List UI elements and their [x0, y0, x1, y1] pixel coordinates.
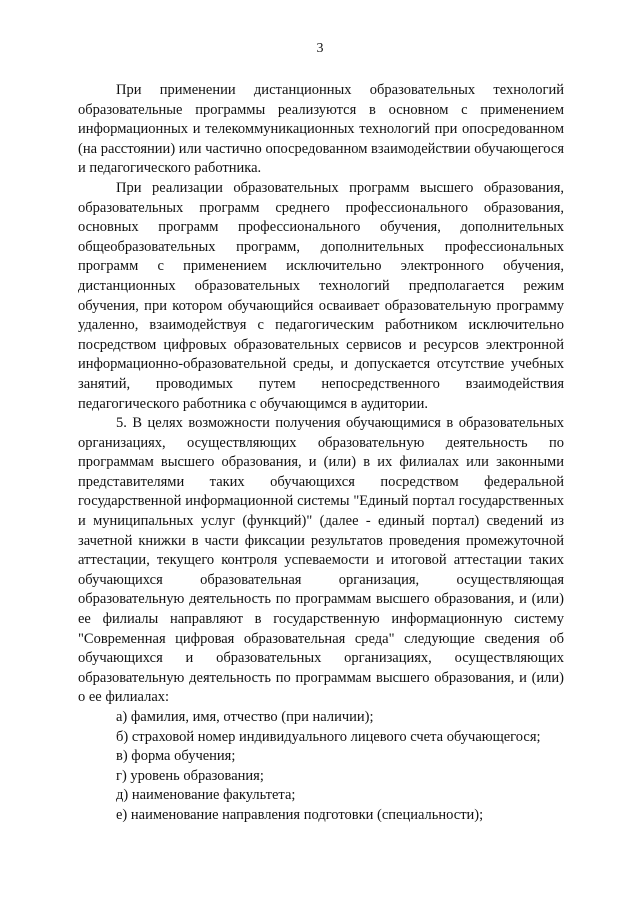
list-item-specialty-name: е) наименование направления подготовки (специальности);	[116, 806, 484, 823]
list-item-faculty-name: д) наименование факультета;	[116, 787, 296, 804]
paragraph-remote-learning-mode: При реализации образовательных программ высшего образования, образовательных программ среднего профессионального образования, основных программ профессионального обучения, дополнительных общеобразовательных программ, дополнительных профессиональных программ с применением исключительно электронного обучения, дистанционных образовательных технологий предполагается режим обучения, при котором обучающийся осваивает образовательную программу удаленно, взаимодействуя с педагогическим работником исключительно посредством цифровых образовательных сервисов и ресурсов электронной информационно-образовательной среды, и допускается отсутствие учебных занятий, проводимых путем непосредственного взаимодействия педагогического работника с обучающимся в аудитории.	[78, 179, 564, 412]
list-item-education-level: г) уровень образования;	[116, 767, 264, 784]
document-body	[78, 81, 564, 826]
page-number: 3	[316, 41, 324, 56]
paragraph-item-5-record-book: 5. В целях возможности получения обучающимися в образовательных организациях, осуществляющих образовательную деятельность по программам высшего образования, и (или) в их филиалах или законными представителями таких обучающихся посредством федеральной государственной информационной системы "Единый портал государственных и муниципальных услуг (функций)" (далее - единый портал) сведений из зачетной книжки в части фиксации результатов проведения промежуточной аттестации, текущего контроля успеваемости и итоговой аттестации таких обучающихся образовательная организация, осуществляющая образовательную деятельность по программам высшего образования, и (или) ее филиалы направляют в государственную информационную систему "Современная цифровая образовательная среда" следующие сведения об обучающихся и образовательных организациях, осуществляющих образовательную деятельность по программам высшего образования, и (или) о ее филиалах:	[78, 415, 564, 706]
list-item-insurance-number: б) страховой номер индивидуального лицевого счета обучающегося;	[116, 728, 541, 745]
list-item-full-name: а) фамилия, имя, отчество (при наличии);	[116, 709, 374, 725]
paragraph-distance-technologies: При применении дистанционных образовательных технологий образовательные программы реализуются в основном с применением информационных и телекоммуникационных технологий при опосредованном (на расстоянии) или частично опосредованном взаимодействии обучающегося и педагогического работника.	[78, 82, 564, 177]
list-item-study-form: в) форма обучения;	[116, 748, 236, 765]
